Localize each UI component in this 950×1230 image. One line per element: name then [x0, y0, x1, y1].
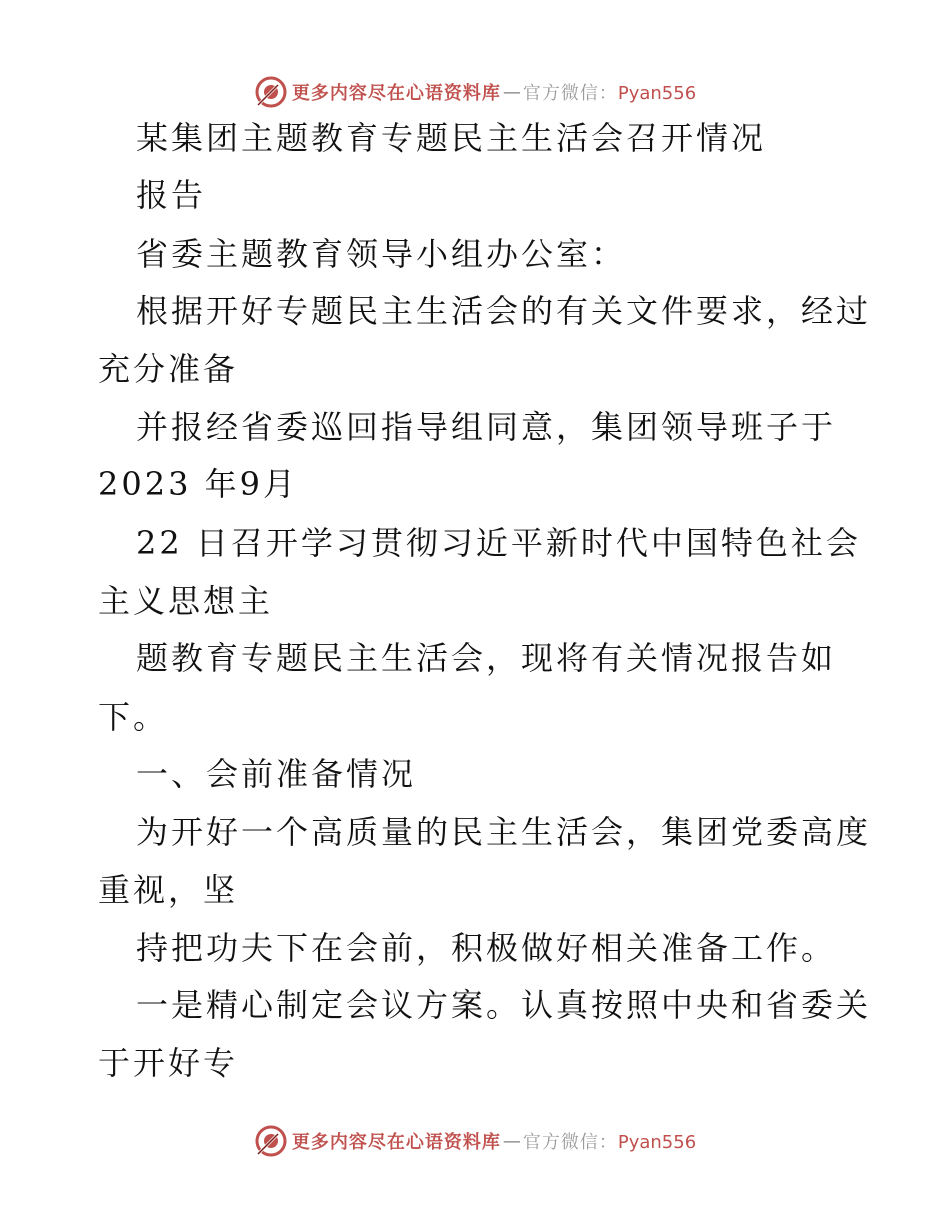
doc-line: 下。: [98, 698, 169, 736]
logo-icon: [254, 1124, 288, 1158]
watermark-text: 更多内容尽在心语资料库: [291, 83, 501, 104]
doc-section-heading: 一、会前准备情况: [136, 755, 417, 793]
doc-addressee: 省委主题教育领导小组办公室：: [136, 235, 627, 273]
doc-line: 持把功夫下在会前，积极做好相关准备工作。: [136, 929, 837, 967]
watermark-tail: [523, 1128, 696, 1154]
doc-title-line-2: 报告: [136, 176, 207, 214]
doc-title-line-1: 某集团主题教育专题民主生活会召开情况: [136, 119, 767, 157]
doc-line: 2023 年9月: [98, 465, 298, 503]
watermark-text: 更多内容尽在心语资料库: [291, 1132, 501, 1153]
doc-line: 主义思想主: [98, 582, 274, 620]
watermark-wechat-id: Pyan556: [617, 1132, 697, 1153]
doc-line: 为开好一个高质量的民主生活会，集团党委高度: [136, 813, 872, 851]
watermark-tail-prefix: 官方微信：: [522, 83, 618, 104]
header-watermark: [0, 72, 950, 112]
doc-line: 一是精心制定会议方案。认真按照中央和省委关: [136, 986, 872, 1024]
logo-icon: [254, 75, 288, 109]
doc-line: 题教育专题民主生活会，现将有关情况报告如: [136, 639, 837, 677]
doc-line: 于开好专: [98, 1044, 239, 1082]
doc-line: 充分准备: [98, 350, 239, 388]
doc-line: 22 日召开学习贯彻习近平新时代中国特色社会: [136, 524, 861, 562]
watermark-separator: —: [502, 81, 521, 103]
watermark-separator: —: [502, 1130, 521, 1152]
watermark-wechat-id: Pyan556: [617, 83, 697, 104]
doc-line: 重视，坚: [98, 871, 239, 909]
watermark-tail: [523, 79, 696, 105]
doc-line: 根据开好专题民主生活会的有关文件要求，经过: [136, 292, 872, 330]
doc-line: 并报经省委巡回指导组同意，集团领导班子于: [136, 408, 837, 446]
footer-watermark: [0, 1121, 950, 1161]
watermark-tail-prefix: 官方微信：: [522, 1132, 618, 1153]
